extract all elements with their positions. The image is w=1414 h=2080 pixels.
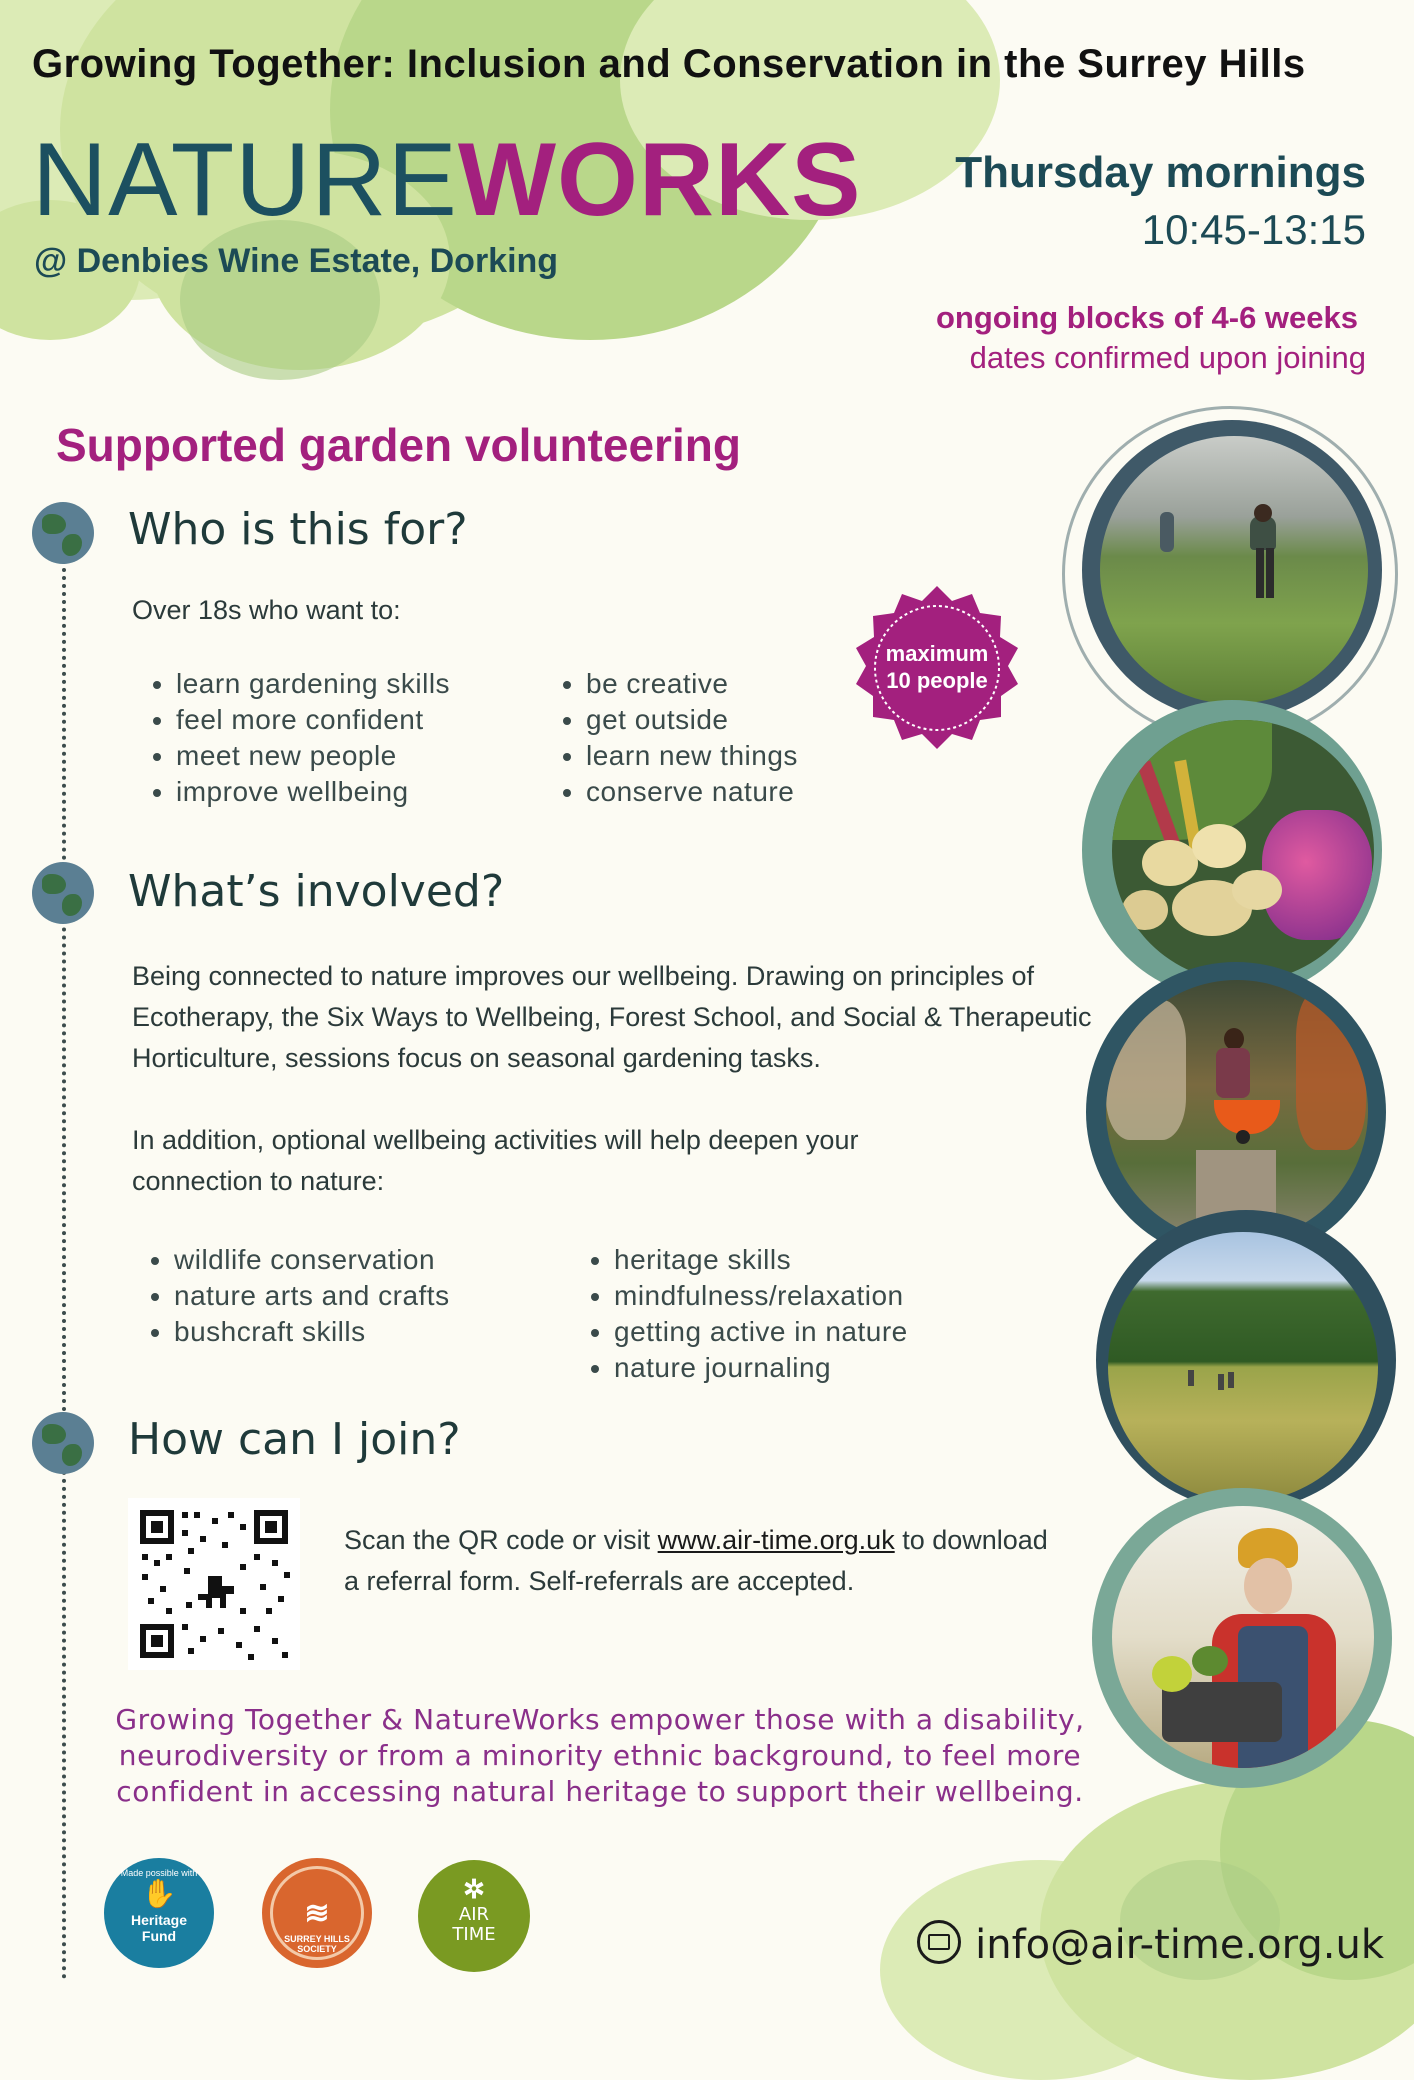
section-heading-who: Who is this for?	[128, 504, 468, 555]
brand-part1: NATURE	[32, 122, 458, 238]
heritage-fund-text: Heritage Fund	[130, 1912, 188, 1944]
list-item: • bushcraft skills	[174, 1314, 450, 1350]
join-text-after: to download a referral form. Self-referrals are accepted.	[344, 1525, 1048, 1596]
section-heading-join: How can I join?	[128, 1414, 461, 1465]
photo-meadow-walk	[1108, 1232, 1378, 1502]
involved-paragraph-1: Being connected to nature improves our wellbeing. Drawing on principles of Ecotherapy, the Six Ways to Wellbeing, Forest School, and Social & Therapeutic Horticulture, sessions focus on seasonal gardening tasks.	[132, 961, 1092, 1073]
list-item: • learn new things	[586, 738, 798, 774]
photo-person-with-plants	[1112, 1506, 1374, 1768]
list-item: • wildlife conservation	[174, 1242, 450, 1278]
air-time-logo	[418, 1860, 530, 1972]
surrey-hills-text: SURREY HILLS SOCIETY	[284, 1934, 350, 1954]
involved-paragraph-2: In addition, optional wellbeing activities will help deepen your connection to nature:	[132, 1125, 859, 1196]
subheading: Supported garden volunteering	[56, 419, 741, 471]
session-blocks: ongoing blocks of 4-6 weeks	[935, 300, 1358, 335]
dandelion-icon: ✲	[463, 1874, 485, 1904]
list-item: • mindfulness/relaxation	[614, 1278, 908, 1314]
list-item: • heritage skills	[614, 1242, 908, 1278]
photo-vegetables-flowers	[1112, 720, 1374, 982]
badge-line1: maximum	[885, 641, 989, 666]
list-item: • nature arts and crafts	[174, 1278, 450, 1314]
list-item: • meet new people	[176, 738, 450, 774]
photo-conservation-work	[1100, 436, 1368, 704]
qr-code[interactable]	[128, 1498, 300, 1670]
involved-list-right	[586, 1242, 908, 1386]
list-item: • nature journaling	[614, 1350, 908, 1386]
list-item: • feel more confident	[176, 702, 450, 738]
heritage-fund-logo	[104, 1858, 214, 1968]
who-list-left	[148, 666, 450, 810]
brand-part2: WORKS	[457, 122, 862, 238]
qr-code-graphic	[128, 1498, 300, 1670]
globe-icon	[32, 862, 94, 924]
list-item: • improve wellbeing	[176, 774, 450, 810]
capacity-badge	[854, 586, 1020, 752]
globe-icon	[32, 502, 94, 564]
email-address[interactable]: info@air-time.org.uk	[975, 1922, 1384, 1968]
heritage-fund-small-text: Made possible with	[120, 1868, 198, 1878]
badge-line2: 10 people	[886, 668, 988, 693]
photo-wheelbarrow-garden	[1106, 980, 1368, 1242]
website-link[interactable]: www.air-time.org.uk	[657, 1525, 895, 1555]
poster-title: Growing Together: Inclusion and Conservation in the Surrey Hills	[32, 42, 1306, 86]
list-item: • learn gardening skills	[176, 666, 450, 702]
session-time: 10:45-13:15	[1141, 206, 1366, 253]
session-dates: dates confirmed upon joining	[969, 340, 1366, 375]
air-time-text: AIR TIME	[452, 1904, 496, 1945]
who-list-right	[558, 666, 798, 810]
list-item: • be creative	[586, 666, 798, 702]
join-text	[344, 1520, 1064, 1602]
list-item: • conserve nature	[586, 774, 798, 810]
globe-icon	[32, 1412, 94, 1474]
closing-statement: Growing Together & NatureWorks empower those with a disability, neurodiversity or from a minority ethnic background, to feel more confident in accessing natural heritage to support their wellbeing.	[115, 1703, 1085, 1808]
brand-logo	[32, 122, 862, 238]
venue: @ Denbies Wine Estate, Dorking	[34, 242, 559, 280]
surrey-hills-society-logo	[262, 1858, 372, 1968]
who-intro: Over 18s who want to:	[132, 595, 401, 625]
join-text-before: Scan the QR code or visit	[344, 1525, 658, 1555]
wave-icon: ≋	[304, 1897, 330, 1930]
section-heading-involved: What’s involved?	[128, 866, 505, 917]
session-day: Thursday mornings	[955, 148, 1366, 197]
list-item: • get outside	[586, 702, 798, 738]
list-item: • getting active in nature	[614, 1314, 908, 1350]
lucky-hand-icon: ✋	[141, 1878, 177, 1909]
contact-email[interactable]	[917, 1920, 1384, 1968]
timeline-divider	[62, 560, 66, 1980]
involved-list-left	[146, 1242, 450, 1350]
email-icon	[917, 1920, 961, 1964]
